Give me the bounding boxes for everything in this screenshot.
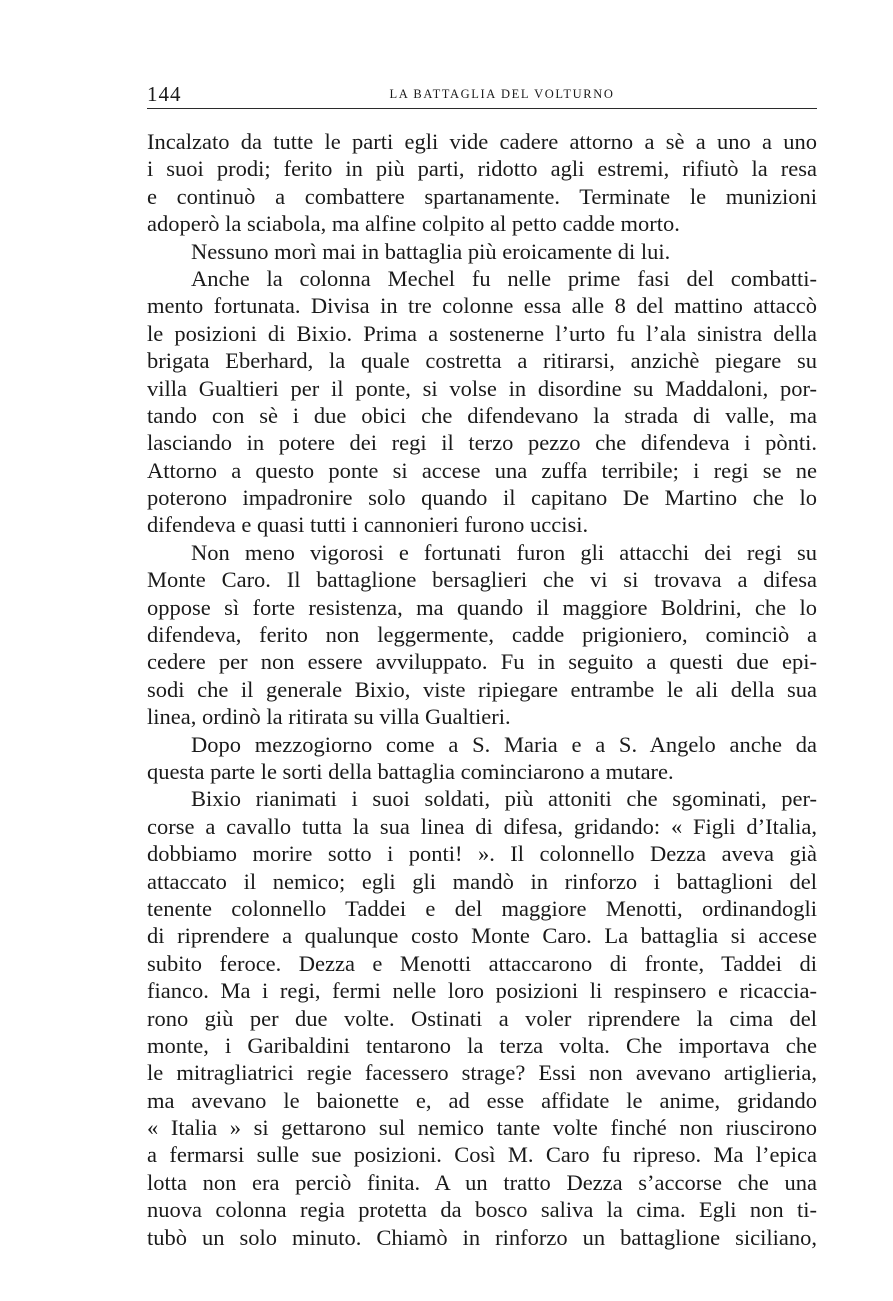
text-line: tenente colonnello Taddei e del maggiore Menotti, ordinandogli bbox=[147, 895, 817, 921]
text-line: le mitragliatrici regie facessero strage? Essi non avevano artiglieria, bbox=[147, 1060, 817, 1086]
text-line: le posizioni di Bixio. Prima a sostenerne l’urto fu l’ala sinistra della bbox=[147, 320, 817, 346]
body-text bbox=[147, 128, 817, 1251]
text-line: e continuò a combattere spartanamente. Terminate le munizioni bbox=[147, 183, 817, 209]
text-line: difendeva, ferito non leggermente, cadde prigioniero, cominciò a bbox=[147, 622, 817, 648]
text-line: nuova colonna regia protetta da bosco saliva la cima. Egli non ti- bbox=[147, 1197, 817, 1223]
text-line: dobbiamo morire sotto i ponti! ». Il colonnello Dezza aveva già bbox=[147, 841, 817, 867]
header-rule bbox=[147, 108, 817, 109]
text-line: adoperò la sciabola, ma alfine colpito al petto cadde morto. bbox=[147, 211, 680, 237]
text-line: Anche la colonna Mechel fu nelle prime fasi del combatti- bbox=[191, 265, 817, 291]
text-line: tubò un solo minuto. Chiamò in rinforzo un battaglione siciliano, bbox=[147, 1224, 817, 1250]
text-line: monte, i Garibaldini tentarono la terza volta. Che importava che bbox=[147, 1032, 817, 1058]
text-line: Attorno a questo ponte si accese una zuffa terribile; i regi se ne bbox=[147, 457, 817, 483]
text-line: i suoi prodi; ferito in più parti, ridotto agli estremi, rifiutò la resa bbox=[147, 156, 817, 182]
page-header bbox=[147, 82, 817, 108]
text-line: a fermarsi sulle sue posizioni. Così M. Caro fu ripreso. Ma l’epica bbox=[147, 1142, 817, 1168]
text-line: attaccato il nemico; egli gli mandò in rinforzo i battaglioni del bbox=[147, 868, 817, 894]
text-line: ma avevano le baionette e, ad esse affidate le anime, gridando bbox=[147, 1087, 817, 1113]
text-line: fianco. Ma i regi, fermi nelle loro posizioni li respinsero e ricaccia- bbox=[147, 978, 817, 1004]
text-line: Nessuno morì mai in battaglia più eroicamente di lui. bbox=[191, 238, 671, 264]
text-line: tando con sè i due obici che difendevano la strada di valle, ma bbox=[147, 402, 817, 428]
running-title: LA BATTAGLIA DEL VOLTURNO bbox=[389, 87, 615, 101]
text-line: sodi che il generale Bixio, viste ripiegare entrambe le ali della sua bbox=[147, 676, 817, 702]
text-line: questa parte le sorti della battaglia cominciarono a mutare. bbox=[147, 758, 674, 784]
text-line: Non meno vigorosi e fortunati furon gli attacchi dei regi su bbox=[191, 539, 817, 565]
text-line: linea, ordinò la ritirata su villa Gualtieri. bbox=[147, 704, 511, 730]
text-line: villa Gualtieri per il ponte, si volse in disordine su Maddaloni, por- bbox=[147, 375, 817, 401]
text-line: rono giù per due volte. Ostinati a voler riprendere la cima del bbox=[147, 1005, 817, 1031]
text-line: corse a cavallo tutta la sua linea di difesa, gridando: « Figli d’Italia, bbox=[147, 813, 817, 839]
text-line: difendeva e quasi tutti i cannonieri furono uccisi. bbox=[147, 512, 589, 538]
text-line: cedere per non essere avviluppato. Fu in seguito a questi due epi- bbox=[147, 649, 817, 675]
text-line: « Italia » si gettarono sul nemico tante volte finché non riuscirono bbox=[147, 1115, 817, 1141]
text-line: poterono impadronire solo quando il capitano De Martino che lo bbox=[147, 485, 817, 511]
text-line: lotta non era perciò finita. A un tratto Dezza s’accorse che una bbox=[147, 1169, 817, 1195]
text-line: Bixio rianimati i suoi soldati, più attoniti che sgominati, per- bbox=[191, 786, 817, 812]
text-line: subito feroce. Dezza e Menotti attaccarono di fronte, Taddei di bbox=[147, 950, 817, 976]
text-line: mento fortunata. Divisa in tre colonne essa alle 8 del mattino attaccò bbox=[147, 293, 817, 319]
text-line: oppose sì forte resistenza, ma quando il maggiore Boldrini, che lo bbox=[147, 594, 817, 620]
text-line: di riprendere a qualunque costo Monte Caro. La battaglia si accese bbox=[147, 923, 817, 949]
text-line: brigata Eberhard, la quale costretta a ritirarsi, anzichè piegare su bbox=[147, 348, 817, 374]
page-number: 144 bbox=[147, 82, 182, 106]
text-line: Dopo mezzogiorno come a S. Maria e a S. Angelo anche da bbox=[191, 731, 817, 757]
text-line: lasciando in potere dei regi il terzo pezzo che difendeva i pònti. bbox=[147, 430, 817, 456]
text-line: Monte Caro. Il battaglione bersaglieri che vi si trovava a difesa bbox=[147, 567, 817, 593]
text-line: Incalzato da tutte le parti egli vide cadere attorno a sè a uno a uno bbox=[147, 129, 817, 154]
